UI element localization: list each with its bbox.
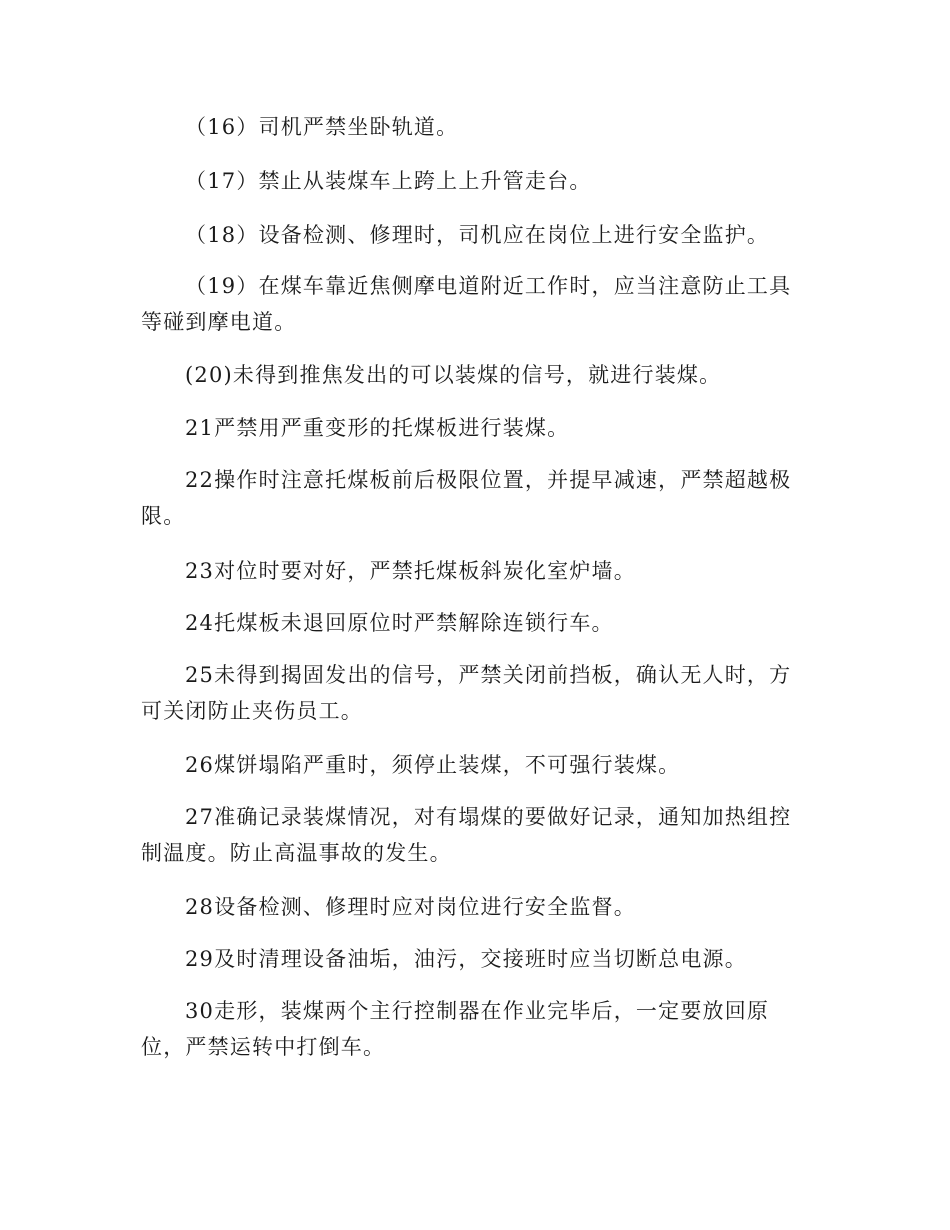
paragraph-28: 28设备检测、修理时应对岗位进行安全监督。 bbox=[185, 895, 636, 919]
paragraph-20: (20)未得到推焦发出的可以装煤的信号，就进行装煤。 bbox=[185, 363, 722, 387]
paragraph-25: 25未得到揭固发出的信号，严禁关闭前挡板，确认无人时，方可关闭防止夹伤员工。 bbox=[141, 663, 792, 723]
paragraph-19: （19）在煤车靠近焦侧摩电道附近工作时，应当注意防止工具等碰到摩电道。 bbox=[141, 274, 792, 334]
paragraph-21: 21严禁用严重变形的托煤板进行装煤。 bbox=[185, 416, 570, 440]
paragraph-26: 26煤饼塌陷严重时，须停止装煤，不可强行装煤。 bbox=[185, 753, 681, 777]
paragraph-24: 24托煤板未退回原位时严禁解除连锁行车。 bbox=[185, 611, 614, 635]
paragraph-22: 22操作时注意托煤板前后极限位置，并提早减速，严禁超越极限。 bbox=[141, 468, 792, 528]
paragraph-29: 29及时清理设备油垢，油污，交接班时应当切断总电源。 bbox=[185, 947, 747, 971]
paragraph-27: 27准确记录装煤情况，对有塌煤的要做好记录，通知加热组控制温度。防止高温事故的发生。 bbox=[141, 805, 792, 865]
paragraph-23: 23对位时要对好，严禁托煤板斜炭化室炉墙。 bbox=[185, 559, 636, 583]
paragraph-30: 30走形，装煤两个主行控制器在作业完毕后，一定要放回原位，严禁运转中打倒车。 bbox=[141, 999, 770, 1059]
paragraph-18: （18）设备检测、修理时，司机应在岗位上进行安全监护。 bbox=[185, 223, 770, 247]
paragraph-16: （16）司机严禁坐卧轨道。 bbox=[185, 115, 459, 139]
paragraph-17: （17）禁止从装煤车上跨上上升管走台。 bbox=[185, 169, 592, 193]
